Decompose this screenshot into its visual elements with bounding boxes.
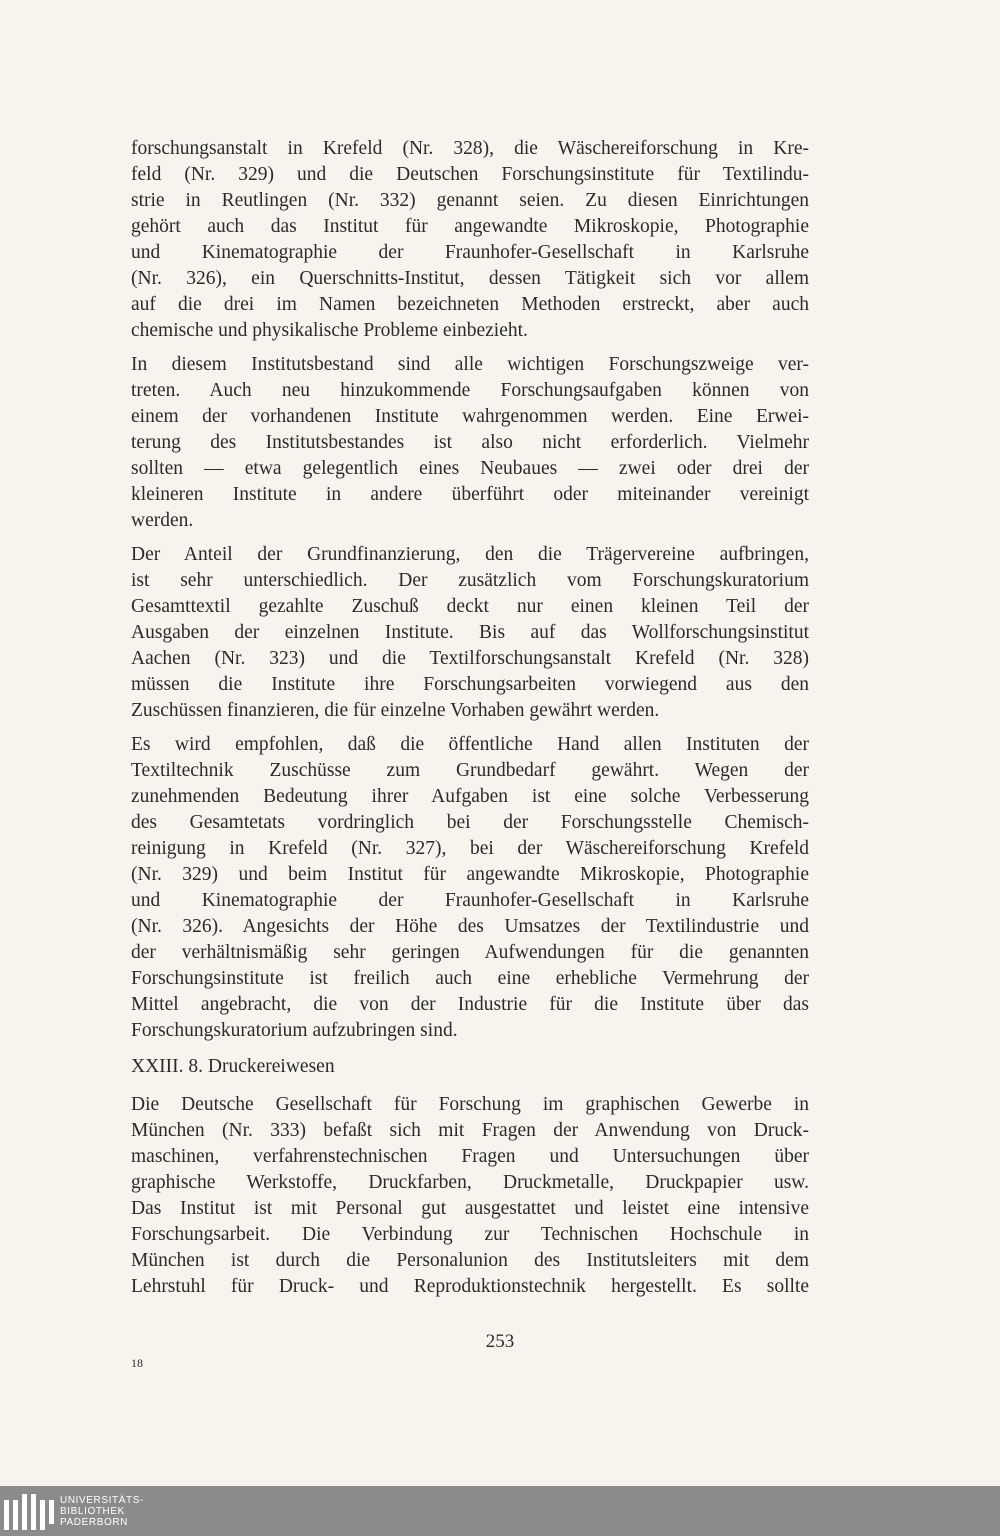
- text-line: und Kinematographie der Fraunhofer-Gesellschaft in Karlsruhe: [131, 242, 809, 263]
- text-line: strie in Reutlingen (Nr. 332) genannt seien. Zu diesen Einrichtungen: [131, 190, 809, 211]
- text-line: werden.: [131, 510, 194, 531]
- text-line: einem der vorhandenen Institute wahrgenommen werden. Eine Erwei-: [131, 406, 809, 427]
- text-line: In diesem Institutsbestand sind alle wichtigen Forschungszweige ver-: [131, 354, 809, 375]
- text-line: feld (Nr. 329) und die Deutschen Forschungsinstitute für Textilindu-: [131, 164, 809, 185]
- text-line: forschungsanstalt in Krefeld (Nr. 328), die Wäschereiforschung in Kre-: [131, 138, 809, 159]
- library-footer: [0, 1486, 1000, 1536]
- text-line: Der Anteil der Grundfinanzierung, den die Trägervereine aufbringen,: [131, 544, 809, 565]
- library-name-line: BIBLIOTHEK: [60, 1505, 125, 1517]
- text-line: München ist durch die Personalunion des Institutsleiters mit dem: [131, 1250, 809, 1271]
- library-logo: [4, 1486, 144, 1536]
- text-line: (Nr. 326). Angesichts der Höhe des Umsatzes der Textilindustrie und: [131, 916, 809, 937]
- text-line: Forschungskuratorium aufzubringen sind.: [131, 1020, 458, 1041]
- body-text: [131, 136, 809, 1308]
- text-line: Es wird empfohlen, daß die öffentliche Hand allen Instituten der: [131, 734, 809, 755]
- paragraph: [131, 136, 809, 344]
- text-line: Aachen (Nr. 323) und die Textilforschungsanstalt Krefeld (Nr. 328): [131, 648, 809, 669]
- text-line: zunehmenden Bedeutung ihrer Aufgaben ist eine solche Verbesserung: [131, 786, 809, 807]
- text-line: chemische und physikalische Probleme einbezieht.: [131, 320, 528, 341]
- text-line: (Nr. 329) und beim Institut für angewandte Mikroskopie, Photographie: [131, 864, 809, 885]
- text-line: München (Nr. 333) befaßt sich mit Fragen der Anwendung von Druck-: [131, 1120, 809, 1141]
- text-line: des Gesamtetats vordringlich bei der Forschungsstelle Chemisch-: [131, 812, 809, 833]
- text-line: graphische Werkstoffe, Druckfarben, Druckmetalle, Druckpapier usw.: [131, 1172, 809, 1193]
- text-line: auf die drei im Namen bezeichneten Methoden erstreckt, aber auch: [131, 294, 809, 315]
- signature-mark: 18: [131, 1356, 143, 1370]
- text-line: Textiltechnik Zuschüsse zum Grundbedarf gewährt. Wegen der: [131, 760, 809, 781]
- library-logo-icon: [4, 1492, 54, 1530]
- text-line: reinigung in Krefeld (Nr. 327), bei der Wäschereiforschung Krefeld: [131, 838, 809, 859]
- section-heading: XXIII. 8. Druckereiwesen: [131, 1056, 335, 1077]
- text-line: ist sehr unterschiedlich. Der zusätzlich vom Forschungskuratorium: [131, 570, 809, 591]
- text-line: gehört auch das Institut für angewandte Mikroskopie, Photographie: [131, 216, 809, 237]
- library-name-line: PADERBORN: [60, 1516, 129, 1528]
- text-line: Die Deutsche Gesellschaft für Forschung im graphischen Gewerbe in: [131, 1094, 809, 1115]
- text-line: und Kinematographie der Fraunhofer-Gesellschaft in Karlsruhe: [131, 890, 809, 911]
- page-number: 253: [485, 1331, 515, 1352]
- library-name: [60, 1495, 144, 1528]
- text-line: Das Institut ist mit Personal gut ausgestattet und leistet eine intensive: [131, 1198, 809, 1219]
- library-name-line: UNIVERSITÄTS-: [60, 1494, 144, 1506]
- paragraph: [131, 1092, 809, 1300]
- paragraph: [131, 732, 809, 1044]
- text-line: (Nr. 326), ein Querschnitts-Institut, dessen Tätigkeit sich vor allem: [131, 268, 809, 289]
- paragraph: [131, 352, 809, 534]
- text-line: treten. Auch neu hinzukommende Forschungsaufgaben können von: [131, 380, 809, 401]
- text-line: sollten — etwa gelegentlich eines Neubaues — zwei oder drei der: [131, 458, 809, 479]
- text-line: müssen die Institute ihre Forschungsarbeiten vorwiegend aus den: [131, 674, 809, 695]
- text-line: maschinen, verfahrenstechnischen Fragen und Untersuchungen über: [131, 1146, 809, 1167]
- text-line: Ausgaben der einzelnen Institute. Bis auf das Wollforschungsinstitut: [131, 622, 809, 643]
- text-line: Mittel angebracht, die von der Industrie für die Institute über das: [131, 994, 809, 1015]
- text-line: kleineren Institute in andere überführt oder miteinander vereinigt: [131, 484, 809, 505]
- text-line: Gesamttextil gezahlte Zuschuß deckt nur einen kleinen Teil der: [131, 596, 809, 617]
- text-line: Zuschüssen finanzieren, die für einzelne Vorhaben gewährt werden.: [131, 700, 660, 721]
- text-line: Lehrstuhl für Druck- und Reproduktionstechnik hergestellt. Es sollte: [131, 1276, 809, 1297]
- text-line: terung des Institutsbestandes ist also nicht erforderlich. Vielmehr: [131, 432, 809, 453]
- text-line: Forschungsarbeit. Die Verbindung zur Technischen Hochschule in: [131, 1224, 809, 1245]
- text-line: der verhältnismäßig sehr geringen Aufwendungen für die genannten: [131, 942, 809, 963]
- paragraph: [131, 542, 809, 724]
- text-line: Forschungsinstitute ist freilich auch eine erhebliche Vermehrung der: [131, 968, 809, 989]
